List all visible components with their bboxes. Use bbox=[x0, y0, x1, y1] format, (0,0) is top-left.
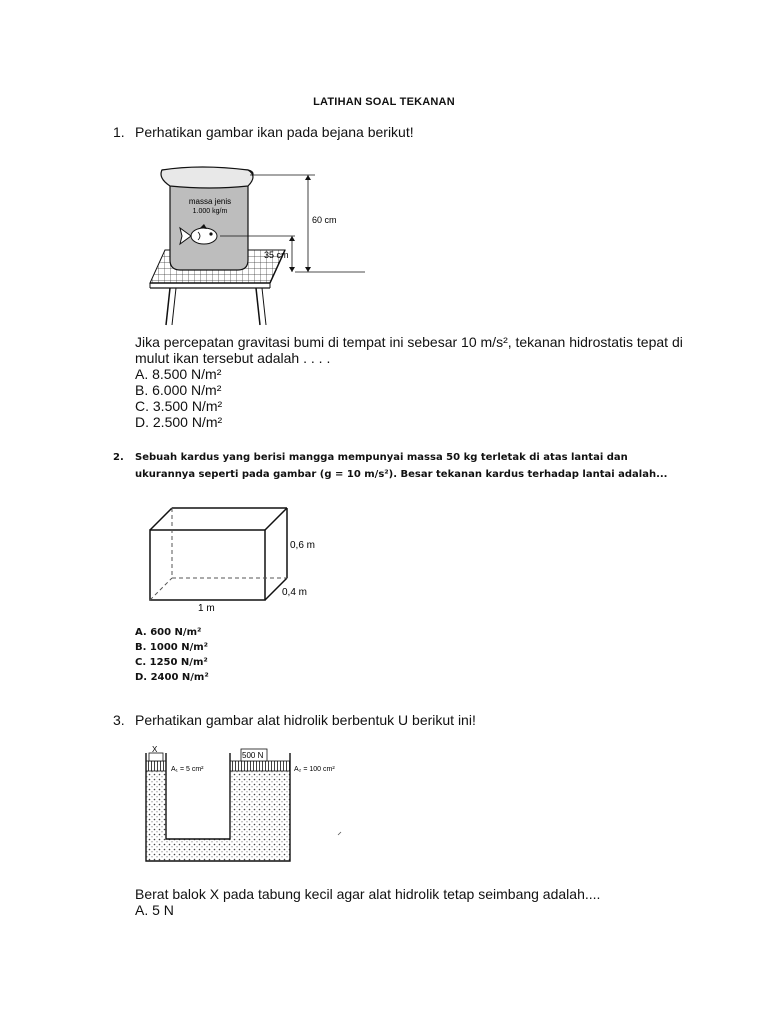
box-height-label: 0,6 m bbox=[290, 540, 316, 551]
box-outline bbox=[150, 508, 287, 600]
question-2-number: 2. bbox=[113, 452, 124, 463]
u-tube-fluid bbox=[146, 771, 290, 861]
option-a: A. 8.500 N/m² bbox=[135, 366, 222, 382]
question-1-text-line-1: Jika percepatan gravitasi bumi di tempat ini sebesar 10 m/s², tekanan hidrostatis tepat di bbox=[135, 334, 683, 350]
figure-hydraulic bbox=[138, 743, 358, 868]
box-width-label: 1 m bbox=[198, 603, 215, 614]
table-legs bbox=[150, 288, 270, 325]
box-hidden-edges bbox=[150, 508, 287, 600]
question-2-text-line-2: ukurannya seperti pada gambar (g = 10 m/s²). Besar tekanan kardus terhadap lantai adalah... bbox=[135, 469, 668, 480]
option-d: D. 2400 N/m² bbox=[135, 672, 209, 683]
block-x-label: X bbox=[152, 745, 158, 754]
option-c: C. 1250 N/m² bbox=[135, 657, 208, 668]
question-1-number: 1. bbox=[113, 124, 125, 140]
figure-beaker-fish bbox=[140, 160, 380, 330]
question-3-text-line-1: Berat balok X pada tabung kecil agar alat hidrolik tetap seimbang adalah.... bbox=[135, 886, 601, 902]
option-b: B. 6.000 N/m² bbox=[135, 382, 222, 398]
option-b: B. 1000 N/m² bbox=[135, 642, 209, 653]
block-x bbox=[149, 753, 163, 761]
question-2-text-line-1: Sebuah kardus yang berisi mangga mempunyai massa 50 kg terletak di atas lantai dan bbox=[135, 452, 628, 463]
question-2-options bbox=[135, 625, 209, 685]
option-c: C. 3.500 N/m² bbox=[135, 398, 223, 414]
option-a: A. 5 N bbox=[135, 902, 174, 918]
page-title: LATIHAN SOAL TEKANAN bbox=[313, 96, 455, 108]
question-3-options bbox=[135, 902, 174, 918]
option-d: D. 2.500 N/m² bbox=[135, 414, 223, 430]
question-1-options bbox=[135, 366, 222, 430]
question-3-number: 3. bbox=[113, 712, 125, 728]
area-2-label: A₂ = 100 cm² bbox=[294, 766, 335, 773]
question-3-prompt: Perhatikan gambar alat hidrolik berbentuk U berikut ini! bbox=[135, 712, 476, 728]
question-1-text-line-2: mulut ikan tersebut adalah . . . . bbox=[135, 350, 331, 366]
box-depth-label: 0,4 m bbox=[282, 587, 308, 598]
stray-mark bbox=[338, 832, 341, 835]
area-1-label: A₁ = 5 cm² bbox=[171, 766, 204, 773]
height-label: 60 cm bbox=[312, 215, 337, 225]
beaker bbox=[161, 167, 253, 270]
pistons bbox=[146, 761, 290, 771]
depth-label: 35 cm bbox=[264, 250, 289, 260]
weight-label: 500 N bbox=[242, 751, 264, 760]
figure-box bbox=[140, 500, 380, 615]
question-1-prompt: Perhatikan gambar ikan pada bejana berikut! bbox=[135, 124, 414, 140]
density-label-1: massa jenis bbox=[188, 197, 232, 206]
density-label-2: 1.000 kg/m bbox=[192, 208, 228, 215]
option-a: A. 600 N/m² bbox=[135, 627, 202, 638]
